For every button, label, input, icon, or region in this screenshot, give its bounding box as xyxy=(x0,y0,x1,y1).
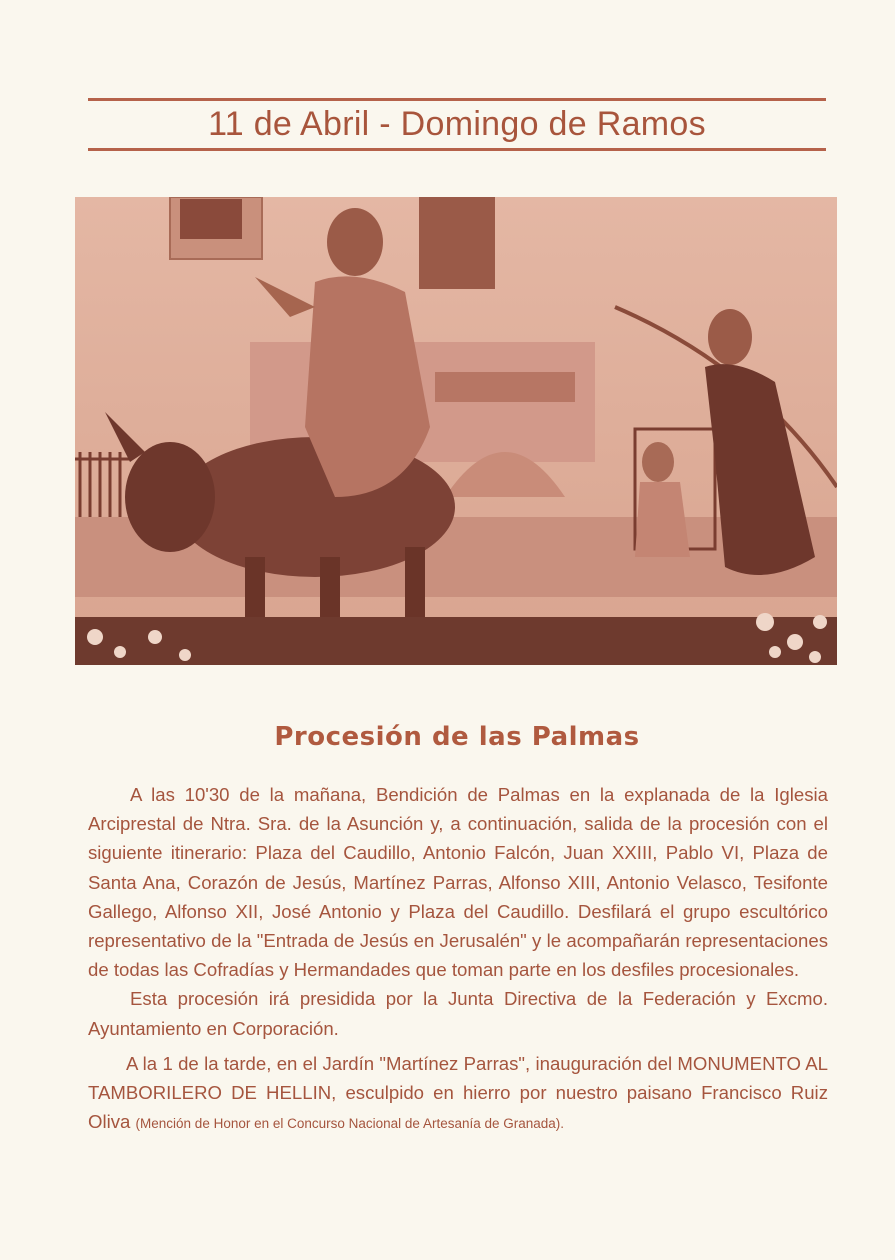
paragraph-monument xyxy=(88,1049,828,1139)
procession-sculpture-image xyxy=(75,197,837,665)
paragraph-itinerary: A las 10'30 de la mañana, Bendición de Palmas en la explanada de la Iglesia Arciprestal de Ntra. Sra. de la Asunción y, a continuación, salida de la procesión con el siguiente itinerario: Plaza del Caudillo, Antonio Falcón, Juan XXIII, Pablo VI, Plaza de Santa Ana, Corazón de Jesús, Martínez Parras, Alfonso XIII, Antonio Velasco, Tesifonte Gallego, Alfonso XII, José Antonio y Plaza del Caudillo. Desfilará el grupo escultórico representativo de la "Entrada de Jesús en Jerusalén" y le acompañarán representaciones de todas las Cofradías y Hermandades que toman parte en los desfiles procesionales. xyxy=(88,784,828,981)
procession-photo xyxy=(75,197,837,665)
paragraph-presidency: Esta procesión irá presidida por la Junta Directiva de la Federación y Excmo. Ayuntamiento en Corporación. xyxy=(88,988,828,1039)
header-bottom-rule xyxy=(88,148,826,151)
paragraph-monument-main: A la 1 de la tarde, en el Jardín "Martínez Parras", inauguración del MONUMENTO AL TAMBORILERO DE HELLIN, esculpido en hierro por nuestro paisano Francisco Ruiz Oliva xyxy=(88,1052,828,1133)
paragraph-monument-note: (Mención de Honor en el Concurso Nacional de Artesanía de Granada). xyxy=(135,1116,565,1132)
page-title: 11 de Abril - Domingo de Ramos xyxy=(208,105,706,143)
body-text xyxy=(88,780,828,1138)
section-heading: Procesión de las Palmas xyxy=(274,722,640,752)
